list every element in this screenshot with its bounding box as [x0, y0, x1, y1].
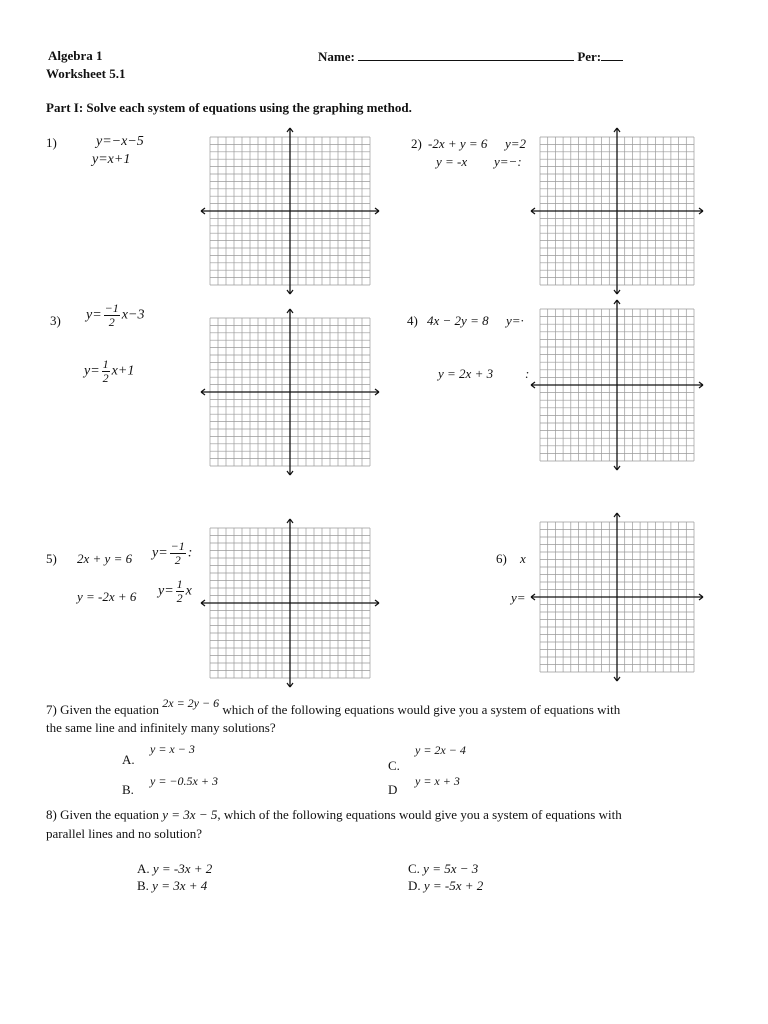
- q7-option-b-eq: y = −0.5x + 3: [150, 774, 218, 788]
- denominator: 2: [108, 315, 115, 329]
- denominator: 2: [176, 591, 183, 605]
- q8-option-c-label: C.: [408, 861, 420, 876]
- q8-option-a[interactable]: [137, 861, 212, 877]
- q8-option-c-eq: y = 5x − 3: [423, 861, 479, 876]
- denominator: 2: [174, 553, 181, 567]
- per-blank[interactable]: [601, 48, 623, 61]
- eq-text: :: [187, 545, 193, 561]
- q7-line2: the same line and infinitely many solutions?: [46, 720, 276, 735]
- eq-text: y=: [84, 363, 100, 379]
- problem-5-eq2: y = -2x + 6: [77, 589, 137, 604]
- coordinate-grid-4[interactable]: [528, 297, 706, 473]
- q7-text-a: 7) Given the equation: [46, 702, 159, 717]
- q8-text-a: 8) Given the equation: [46, 807, 159, 822]
- fraction: [170, 540, 186, 567]
- name-field-row: [318, 48, 623, 65]
- problem-4-number: 4): [407, 313, 418, 328]
- problem-5-eq1: 2x + y = 6: [77, 551, 133, 566]
- q8-option-b[interactable]: [137, 878, 207, 894]
- course-title: Algebra 1: [48, 48, 103, 63]
- q8-option-d-eq: y = -5x + 2: [423, 878, 484, 893]
- q7-option-a-label[interactable]: A.: [122, 752, 135, 767]
- problem-4-eq2: y = 2x + 3: [438, 366, 494, 381]
- problem-2-eq2b: y=−:: [494, 154, 522, 169]
- q8-option-d[interactable]: [408, 878, 483, 894]
- coordinate-grid-6[interactable]: [528, 510, 706, 684]
- problem-2-number: 2): [411, 136, 422, 151]
- coordinate-grid-1[interactable]: [198, 125, 382, 297]
- numerator: 1: [176, 577, 183, 591]
- problem-1-eq1: y=−x−5: [96, 134, 144, 149]
- problem-6-number: 6): [496, 551, 507, 566]
- problem-2-eq1b: y=2: [505, 136, 527, 151]
- q8-option-c[interactable]: [408, 861, 478, 877]
- coordinate-grid-3[interactable]: [198, 306, 382, 478]
- problem-4-eq1b: y=·: [506, 313, 524, 328]
- eq-text: y=: [86, 307, 102, 323]
- q8-line2: parallel lines and no solution?: [46, 826, 202, 841]
- q7-line1: [46, 696, 621, 718]
- problem-4-eq2b: :: [525, 366, 530, 381]
- numerator: −1: [104, 301, 119, 315]
- problem-4-eq1: 4x − 2y = 8: [427, 313, 489, 328]
- q8-line1: [46, 807, 622, 823]
- fraction: [176, 578, 184, 605]
- q8-text-b: , which of the following equations would give you a system of equations with: [217, 807, 622, 822]
- numerator: 1: [102, 357, 109, 371]
- eq-text: x−3: [121, 307, 145, 323]
- per-label: Per:: [577, 49, 602, 64]
- denominator: 2: [102, 371, 109, 385]
- q7-option-c-eq: y = 2x − 4: [415, 743, 466, 757]
- problem-2-eq2: y = -x: [436, 154, 468, 169]
- q7-text-b: which of the following equations would give you a system of equations with: [222, 702, 621, 717]
- eq-text: y=: [152, 545, 168, 561]
- name-blank[interactable]: [358, 48, 574, 61]
- problem-3-number: 3): [50, 313, 61, 328]
- problem-1-number: 1): [46, 135, 57, 150]
- coordinate-grid-5[interactable]: [198, 516, 382, 690]
- coordinate-grid-2[interactable]: [528, 125, 706, 297]
- q8-option-a-label: A.: [137, 861, 150, 876]
- eq-text: x+1: [111, 363, 135, 379]
- eq-text: x: [185, 583, 192, 599]
- fraction: [104, 302, 120, 329]
- worksheet-title: Worksheet 5.1: [46, 66, 126, 81]
- q7-option-c-label[interactable]: C.: [388, 758, 400, 773]
- q8-option-d-label: D.: [408, 878, 421, 893]
- q8-option-a-eq: y = -3x + 2: [152, 861, 213, 876]
- q7-equation: 2x = 2y − 6: [162, 696, 220, 710]
- q7-option-d-eq: y = x + 3: [415, 774, 460, 788]
- part1-title: Part I: Solve each system of equations using the graphing method.: [46, 100, 412, 115]
- problem-6-eq2: y=: [511, 590, 526, 605]
- problem-3-eq2: [84, 358, 134, 385]
- numerator: −1: [170, 539, 185, 553]
- problem-2-eq1: -2x + y = 6: [428, 136, 488, 151]
- problem-5-eq1b: [152, 540, 192, 567]
- q8-equation: y = 3x − 5: [162, 807, 218, 822]
- problem-3-eq1: [86, 302, 144, 329]
- name-label: Name:: [318, 49, 355, 64]
- problem-1-eq2: y=x+1: [92, 152, 131, 167]
- eq-text: y=: [158, 583, 174, 599]
- q8-option-b-label: B.: [137, 878, 149, 893]
- problem-5-number: 5): [46, 551, 57, 566]
- problem-6-eq1: x: [520, 551, 526, 566]
- fraction: [102, 358, 110, 385]
- q7-option-b-label[interactable]: B.: [122, 782, 134, 797]
- problem-5-eq2b: [158, 578, 192, 605]
- q8-option-b-eq: y = 3x + 4: [152, 878, 208, 893]
- q7-option-a-eq: y = x − 3: [150, 742, 195, 756]
- q7-option-d-label[interactable]: D: [388, 782, 398, 797]
